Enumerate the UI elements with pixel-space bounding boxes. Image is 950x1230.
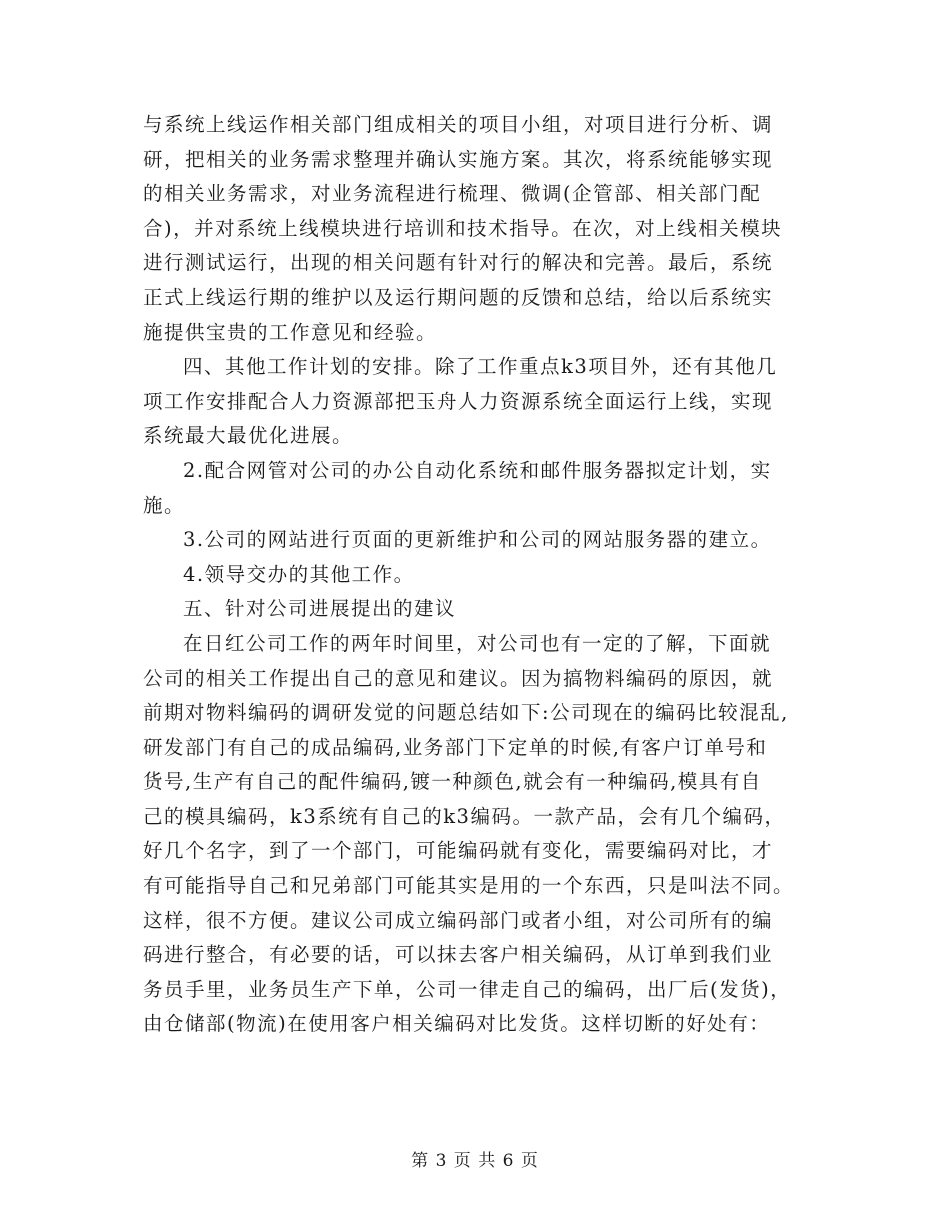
text-line: 务员手里，业务员生产下单，公司一律走自己的编码，出厂后(发货)，: [143, 977, 792, 1001]
text-line: 好几个名字，到了一个部门，可能编码就有变化，需要编码对比，才: [143, 839, 774, 863]
text-line: 由仓储部(物流)在使用客户相关编码对比发货。这样切断的好处有：: [143, 1012, 771, 1036]
text-line: 有可能指导自己和兄弟部门可能其实是用的一个东西，只是叫法不同。: [143, 874, 795, 898]
text-line: 在日红公司工作的两年时间里，对公司也有一定的了解，下面就: [183, 631, 772, 655]
text-line: 3.公司的网站进行页面的更新维护和公司的网站服务器的建立。: [183, 528, 772, 552]
text-line: 2.配合网管对公司的办公自动化系统和邮件服务器拟定计划，实: [183, 458, 772, 482]
text-line: 四、其他工作计划的安排。除了工作重点k3项目外，还有其他几: [183, 355, 778, 379]
text-line: 4.领导交办的其他工作。: [183, 562, 415, 586]
text-line: 项工作安排配合人力资源部把玉舟人力资源系统全面运行上线，实现: [143, 389, 774, 413]
text-line: 五、针对公司进展提出的建议: [183, 597, 457, 621]
text-line: 施。: [143, 493, 186, 517]
text-line: 货号,生产有自己的配件编码,镀一种颜色,就会有一种编码,模具有自: [143, 770, 762, 794]
text-line: 码进行整合，有必要的话，可以抹去客户相关编码，从订单到我们业: [143, 943, 774, 967]
page-footer: 第 3 页 共 6 页: [411, 1151, 539, 1171]
text-line: 进行测试运行，出现的相关问题有针对行的解决和完善。最后，系统: [143, 251, 774, 275]
text-line: 系统最大最优化进展。: [143, 424, 354, 448]
text-line: 研发部门有自己的成品编码,业务部门下定单的时候,有客户订单号和: [143, 735, 768, 759]
text-line: 己的模具编码，k3系统有自己的k3编码。一款产品，会有几个编码，: [143, 804, 786, 828]
text-line: 与系统上线运作相关部门组成相关的项目小组，对项目进行分析、调: [143, 113, 774, 136]
text-line: 公司的相关工作提出自己的意见和建议。因为搞物料编码的原因，就: [143, 666, 774, 690]
document-body: [143, 108, 813, 1042]
text-line: 合)，并对系统上线模块进行培训和技术指导。在次，对上线相关模块: [143, 216, 783, 240]
text-line: 这样，很不方便。建议公司成立编码部门或者小组，对公司所有的编: [143, 908, 774, 932]
text-line: 前期对物料编码的调研发觉的问题总结如下:公司现在的编码比较混乱,: [143, 701, 789, 725]
text-line: 的相关业务需求，对业务流程进行梳理、微调(企管部、相关部门配: [143, 182, 762, 206]
text-line: 施提供宝贵的工作意见和经验。: [143, 320, 438, 344]
text-line: 研，把相关的业务需求整理并确认实施方案。其次，将系统能够实现: [143, 147, 774, 171]
text-line: 正式上线运行期的维护以及运行期问题的反馈和总结，给以后系统实: [143, 285, 774, 309]
